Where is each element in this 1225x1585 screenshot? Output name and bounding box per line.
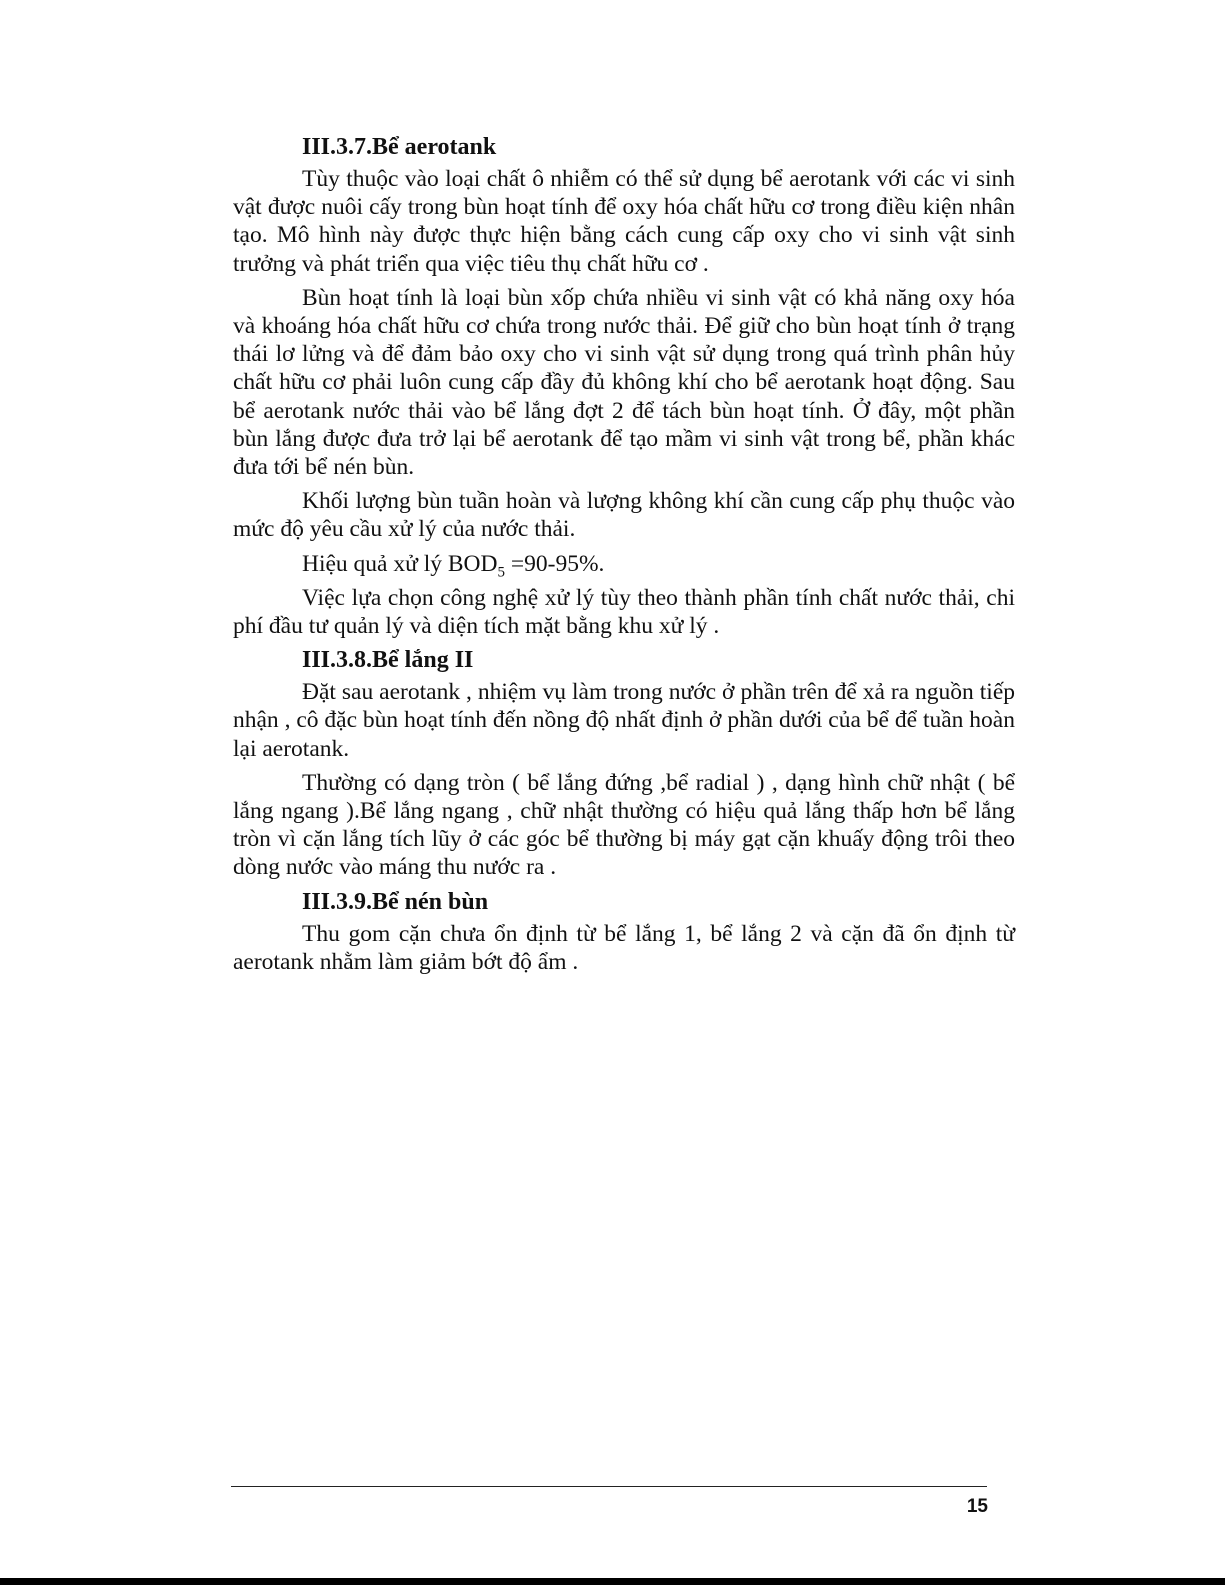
efficiency-prefix: Hiệu quả xử lý BOD — [302, 550, 498, 577]
efficiency-subscript: 5 — [497, 564, 505, 581]
paragraph: Khối lượng bùn tuần hoàn và lượng không khí cần cung cấp phụ thuộc vào mức độ yêu cầu xử lý của nước thải. — [233, 488, 1015, 543]
paragraph: Tùy thuộc vào loại chất ô nhiễm có thể sử dụng bể aerotank với các vi sinh vật được nuôi cấy trong bùn hoạt tính để oxy hóa chất hữu cơ trong điều kiện nhân tạo. Mô hình này được thực hiện bằng cách cung cấp oxy cho vi sinh vật sinh trưởng và phát triển qua việc tiêu thụ chất hữu cơ . — [233, 166, 1015, 277]
paragraph: Thu gom cặn chưa ổn định từ bể lắng 1, bể lắng 2 và cặn đã ổn định từ aerotank nhằm làm giảm bớt độ ẩm . — [233, 920, 1015, 975]
efficiency-line — [233, 550, 1015, 581]
section-heading-aerotank: III.3.7.Bể aerotank — [302, 134, 497, 160]
section-heading-settling-tank: III.3.8.Bể lắng II — [302, 647, 474, 674]
paragraph: Thường có dạng tròn ( bể lắng đứng ,bể radial ) , dạng hình chữ nhật ( bể lắng ngang ).Bể lắng ngang , chữ nhật thường có hiệu quả lắng thấp hơn bể lắng tròn vì cặn lắng tích lũy ở các góc bể thường bị máy gạt cặn khuấy động trôi theo dòng nước vào máng thu nước ra . — [233, 769, 1015, 881]
section-heading-sludge-thickener: III.3.9.Bể nén bùn — [302, 888, 489, 915]
page-content — [233, 133, 1015, 982]
paragraph: Đặt sau aerotank , nhiệm vụ làm trong nước ở phần trên để xả ra nguồn tiếp nhận , cô đặc bùn hoạt tính đến nồng độ nhất định ở phần dưới của bể để tuần hoàn lại aerotank. — [233, 679, 1015, 762]
paragraph: Bùn hoạt tính là loại bùn xốp chứa nhiều vi sinh vật có khả năng oxy hóa và khoáng hóa chất hữu cơ chứa trong nước thải. Để giữ cho bùn hoạt tính ở trạng thái lơ lửng và để đảm bảo oxy cho vi sinh vật sử dụng trong quá trình phân hủy chất hữu cơ phải luôn cung cấp đầy đủ không khí cho bể aerotank hoạt động. Sau bể aerotank nước thải vào bể lắng đợt 2 để tách bùn hoạt tính. Ở đây, một phần bùn lắng được đưa trở lại bể aerotank để tạo mầm vi sinh vật trong bể, phần khác đưa tới bể nén bùn. — [233, 284, 1015, 481]
page-number: 15 — [966, 1496, 988, 1517]
scan-bottom-border — [0, 1578, 1225, 1585]
paragraph: Việc lựa chọn công nghệ xử lý tùy theo thành phần tính chất nước thải, chi phí đầu tư quản lý và diện tích mặt bằng khu xử lý . — [233, 584, 1015, 640]
footer-divider — [231, 1486, 987, 1487]
efficiency-suffix: =90-95%. — [505, 550, 605, 577]
